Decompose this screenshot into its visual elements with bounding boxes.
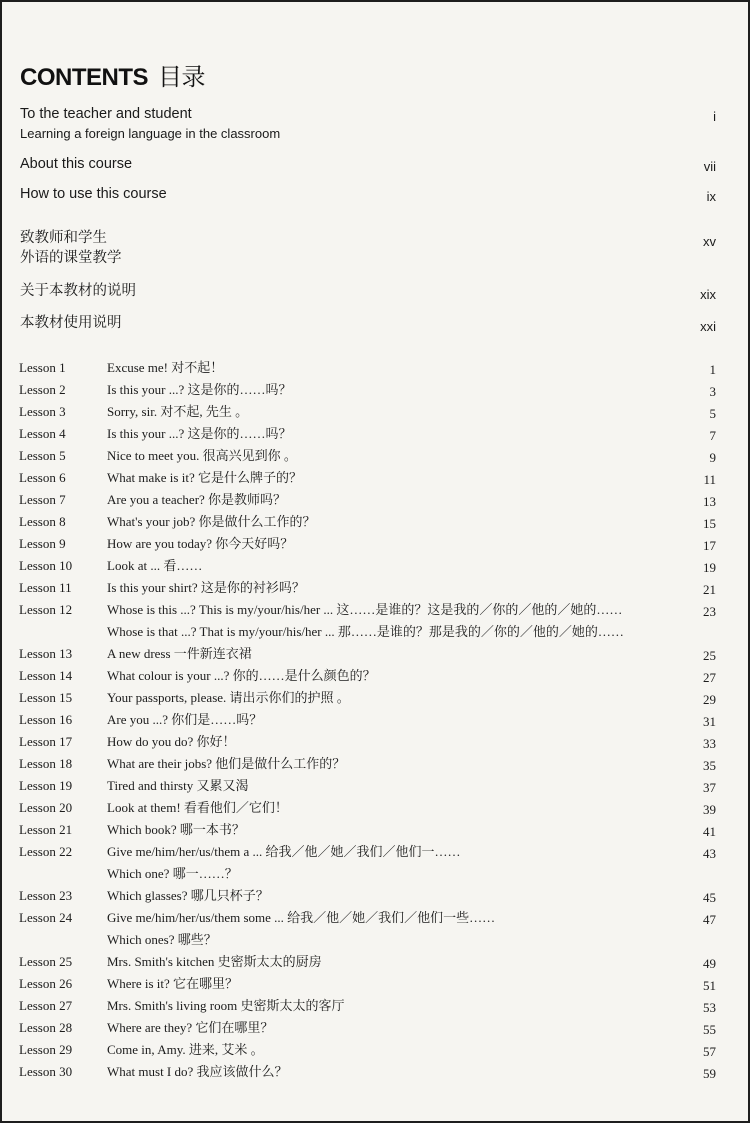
lesson-row xyxy=(2,379,748,401)
lesson-page-number: 17 xyxy=(703,538,716,553)
front-entry-cn-teacher-student xyxy=(20,228,122,268)
lesson-label: Lesson 25 xyxy=(19,954,73,969)
lesson-row xyxy=(2,731,748,753)
lesson-row xyxy=(2,907,748,947)
lesson-title: What make is it? 它是什么牌子的？ xyxy=(107,470,302,485)
page-title xyxy=(20,57,205,92)
lesson-title: How do you do? 你好！ xyxy=(107,734,236,749)
front-entry-cn-about xyxy=(20,281,136,301)
lesson-title-second-line: Whose is that ...? That is my/your/his/her ... 那……是谁的？那是我的／你的／他的／她的…… xyxy=(107,624,624,639)
front-entry-page: i xyxy=(713,109,716,124)
lesson-page-number: 37 xyxy=(703,780,716,795)
lesson-page-number: 29 xyxy=(703,692,716,707)
lesson-page-number: 43 xyxy=(703,846,716,861)
lesson-page-number: 7 xyxy=(709,428,716,443)
lesson-label: Lesson 8 xyxy=(19,514,66,529)
lesson-label: Lesson 18 xyxy=(19,756,73,771)
lesson-label: Lesson 13 xyxy=(19,646,73,661)
lesson-page-number: 13 xyxy=(703,494,716,509)
front-entry-page: vii xyxy=(703,159,716,174)
lesson-title: Come in, Amy. 进来, 艾米 。 xyxy=(107,1042,264,1057)
lesson-page-number: 47 xyxy=(703,912,716,927)
lesson-title: Is this your shirt? 这是你的衬衫吗？ xyxy=(107,580,305,595)
lesson-label: Lesson 5 xyxy=(19,448,66,463)
lesson-title: Nice to meet you. 很高兴见到你 。 xyxy=(107,448,297,463)
lesson-title: Mrs. Smith's living room 史密斯太太的客厅 xyxy=(107,998,345,1013)
front-entry-title: 本教材使用说明 xyxy=(20,315,122,331)
lesson-row xyxy=(2,577,748,599)
lesson-label: Lesson 9 xyxy=(19,536,66,551)
front-entry-page: ix xyxy=(706,189,716,204)
lesson-title: Mrs. Smith's kitchen 史密斯太太的厨房 xyxy=(107,954,322,969)
lesson-row xyxy=(2,1039,748,1061)
lesson-row xyxy=(2,489,748,511)
lesson-label: Lesson 30 xyxy=(19,1064,73,1079)
front-entry-teacher-student xyxy=(20,104,280,144)
lesson-row xyxy=(2,401,748,423)
lesson-label: Lesson 7 xyxy=(19,492,66,507)
lesson-row xyxy=(2,687,748,709)
lesson-page-number: 27 xyxy=(703,670,716,685)
lesson-title: Give me/him/her/us/them a ... 给我／他／她／我们／他们一…… xyxy=(107,844,461,859)
lesson-label: Lesson 17 xyxy=(19,734,73,749)
lesson-page-number: 1 xyxy=(709,362,716,377)
lesson-row xyxy=(2,357,748,379)
lesson-label: Lesson 27 xyxy=(19,998,73,1013)
lesson-title: Whose is this ...? This is my/your/his/her ... 这……是谁的？这是我的／你的／他的／她的…… xyxy=(107,602,623,617)
lesson-label: Lesson 29 xyxy=(19,1042,73,1057)
lesson-label: Lesson 26 xyxy=(19,976,73,991)
lesson-page-number: 57 xyxy=(703,1044,716,1059)
front-entry-title: To the teacher and student xyxy=(20,106,192,122)
lesson-title: What's your job? 你是做什么工作的？ xyxy=(107,514,316,529)
lesson-label: Lesson 12 xyxy=(19,602,73,617)
lesson-page-number: 5 xyxy=(709,406,716,421)
lesson-page-number: 51 xyxy=(703,978,716,993)
lesson-row xyxy=(2,797,748,819)
lesson-row xyxy=(2,995,748,1017)
lesson-title: A new dress 一件新连衣裙 xyxy=(107,646,252,661)
front-entry-title: 关于本教材的说明 xyxy=(20,283,136,299)
lesson-page-number: 33 xyxy=(703,736,716,751)
lesson-page-number: 55 xyxy=(703,1022,716,1037)
lesson-title: Are you ...? 你们是……吗？ xyxy=(107,712,263,727)
lesson-label: Lesson 22 xyxy=(19,844,73,859)
front-entry-title: About this course xyxy=(20,156,133,172)
lesson-row xyxy=(2,511,748,533)
lesson-page-number: 41 xyxy=(703,824,716,839)
lesson-page-number: 53 xyxy=(703,1000,716,1015)
lesson-row xyxy=(2,973,748,995)
lesson-row xyxy=(2,775,748,797)
front-entry-about-course xyxy=(20,154,132,174)
lesson-title: Is this your ...? 这是你的……吗？ xyxy=(107,382,292,397)
lesson-row xyxy=(2,643,748,665)
lesson-page-number: 45 xyxy=(703,890,716,905)
front-entry-page: xix xyxy=(700,287,716,302)
front-entry-title: How to use this course xyxy=(20,186,167,202)
lesson-title: What colour is your ...? 你的……是什么颜色的？ xyxy=(107,668,376,683)
title-cn: 目录 xyxy=(158,63,205,91)
lesson-title: Where are they? 它们在哪里？ xyxy=(107,1020,274,1035)
lesson-label: Lesson 2 xyxy=(19,382,66,397)
lesson-row xyxy=(2,819,748,841)
lesson-row xyxy=(2,841,748,881)
lesson-title: What are their jobs? 他们是做什么工作的？ xyxy=(107,756,346,771)
lesson-page-number: 9 xyxy=(709,450,716,465)
lesson-title: What must I do? 我应该做什么？ xyxy=(107,1064,288,1079)
lesson-label: Lesson 23 xyxy=(19,888,73,903)
lesson-label: Lesson 4 xyxy=(19,426,66,441)
lesson-page-number: 23 xyxy=(703,604,716,619)
lesson-row xyxy=(2,709,748,731)
lesson-row xyxy=(2,445,748,467)
lesson-page-number: 35 xyxy=(703,758,716,773)
lesson-label: Lesson 20 xyxy=(19,800,73,815)
lesson-row xyxy=(2,555,748,577)
lesson-label: Lesson 6 xyxy=(19,470,66,485)
lesson-page-number: 31 xyxy=(703,714,716,729)
lesson-row xyxy=(2,951,748,973)
lesson-page-number: 25 xyxy=(703,648,716,663)
lesson-page-number: 11 xyxy=(703,472,716,487)
front-entry-page: xv xyxy=(703,234,716,249)
lesson-label: Lesson 14 xyxy=(19,668,73,683)
lesson-label: Lesson 21 xyxy=(19,822,73,837)
lesson-title-second-line: Which ones? 哪些？ xyxy=(107,932,217,947)
lesson-label: Lesson 3 xyxy=(19,404,66,419)
lesson-page-number: 39 xyxy=(703,802,716,817)
lesson-label: Lesson 19 xyxy=(19,778,73,793)
lesson-title: Tired and thirsty 又累又渴 xyxy=(107,778,249,793)
front-entry-page: xxi xyxy=(700,319,716,334)
lesson-label: Lesson 15 xyxy=(19,690,73,705)
lesson-title: Are you a teacher? 你是教师吗？ xyxy=(107,492,287,507)
lesson-title-second-line: Which one? 哪一……？ xyxy=(107,866,238,881)
lesson-title: Your passports, please. 请出示你们的护照 。 xyxy=(107,690,350,705)
lesson-row xyxy=(2,467,748,489)
lesson-title: Look at ... 看…… xyxy=(107,558,203,573)
lesson-row xyxy=(2,1017,748,1039)
lesson-row xyxy=(2,753,748,775)
lesson-page-number: 49 xyxy=(703,956,716,971)
front-entry-title: 致教师和学生 xyxy=(20,230,107,246)
lesson-row xyxy=(2,533,748,555)
lesson-title: How are you today? 你今天好吗？ xyxy=(107,536,294,551)
lesson-page-number: 59 xyxy=(703,1066,716,1081)
lesson-page-number: 3 xyxy=(709,384,716,399)
lesson-label: Lesson 1 xyxy=(19,360,66,375)
lesson-row xyxy=(2,599,748,639)
lesson-row xyxy=(2,1061,748,1083)
lesson-row xyxy=(2,885,748,907)
lesson-row xyxy=(2,423,748,445)
lesson-title: Look at them! 看看他们／它们！ xyxy=(107,800,288,815)
lesson-label: Lesson 16 xyxy=(19,712,73,727)
lesson-page-number: 15 xyxy=(703,516,716,531)
lesson-title: Is this your ...? 这是你的……吗？ xyxy=(107,426,292,441)
lesson-page-number: 21 xyxy=(703,582,716,597)
front-entry-subtitle: 外语的课堂教学 xyxy=(20,250,122,266)
lesson-label: Lesson 28 xyxy=(19,1020,73,1035)
lesson-row xyxy=(2,665,748,687)
front-entry-cn-usage xyxy=(20,313,122,333)
lesson-title: Which book? 哪一本书？ xyxy=(107,822,245,837)
title-en: CONTENTS xyxy=(20,64,148,91)
front-entry-how-to-use xyxy=(20,184,167,204)
lesson-label: Lesson 11 xyxy=(19,580,72,595)
lesson-label: Lesson 10 xyxy=(19,558,73,573)
front-entry-subtitle: Learning a foreign language in the classroom xyxy=(20,126,281,141)
lesson-title: Which glasses? 哪几只杯子？ xyxy=(107,888,269,903)
lesson-page-number: 19 xyxy=(703,560,716,575)
lesson-title: Sorry, sir. 对不起, 先生 。 xyxy=(107,404,249,419)
lesson-label: Lesson 24 xyxy=(19,910,73,925)
lesson-title: Give me/him/her/us/them some ... 给我／他／她／我们／他们一些…… xyxy=(107,910,496,925)
lesson-title: Excuse me! 对不起！ xyxy=(107,360,224,375)
lesson-title: Where is it? 它在哪里？ xyxy=(107,976,239,991)
